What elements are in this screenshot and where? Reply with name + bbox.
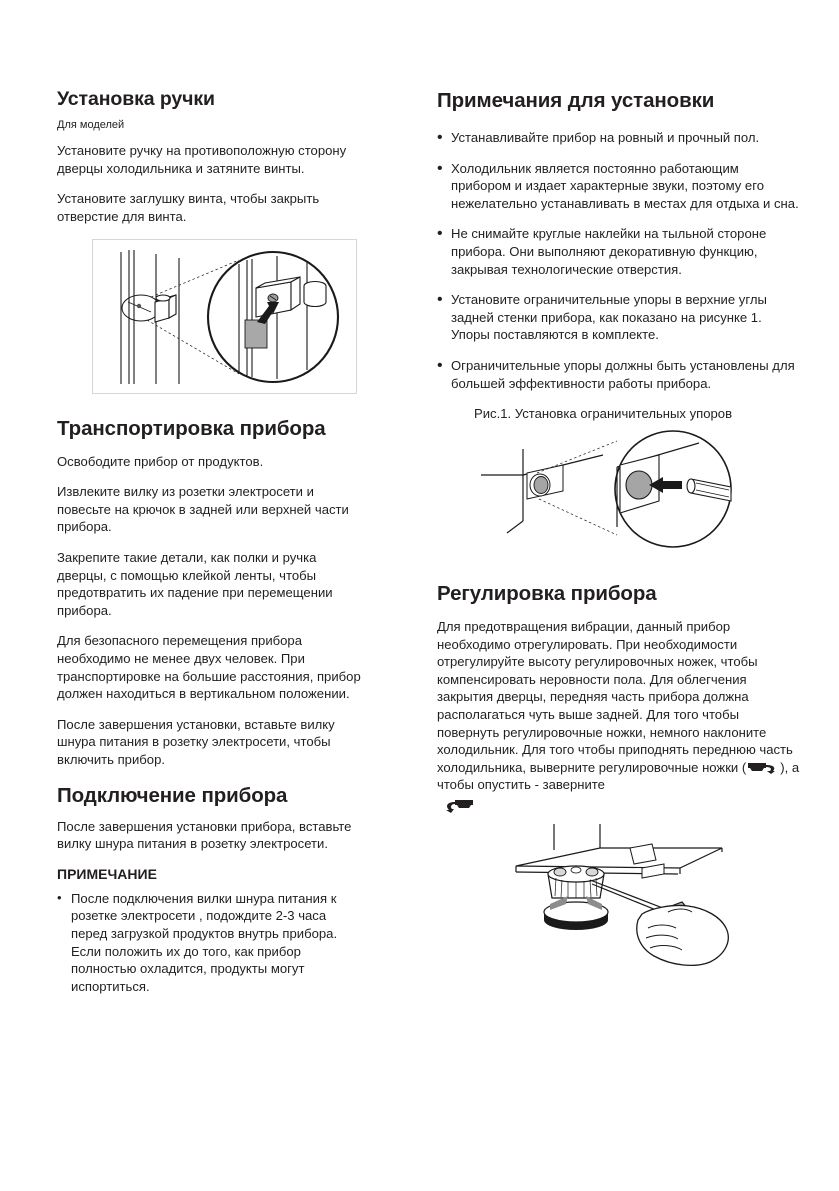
handle-paragraph-1: Установите ручку на противоположную сторону дверцы холодильника и затяните винты. <box>57 143 347 176</box>
handle-installation-figure <box>92 239 357 394</box>
list-item: • Не снимайте круглые наклейки на тыльной стороне прибора. Они выполняют декоративную функцию, закрывая технологические отверстия. <box>437 225 800 278</box>
transport-paragraph-1: Освободите прибор от продуктов. <box>57 453 264 469</box>
connection-section <box>57 783 362 996</box>
connection-note-list <box>57 890 362 996</box>
handle-section-heading: Установка ручки <box>57 88 215 110</box>
list-item: • Устанавливайте прибор на ровный и прочный пол. <box>437 129 800 147</box>
transport-section-heading: Транспортировка прибора <box>57 416 326 440</box>
installation-notes-list <box>437 129 800 392</box>
list-item: • После подключения вилки шнура питания к розетке электросети , подождите 2-3 часа перед загрузкой продуктов внутрь прибора. Если положить их до того, как прибор полностью охладится, продукты могут испортиться. <box>57 890 362 996</box>
spacer-installation-figure <box>477 429 777 557</box>
adjustment-paragraph-text-1: Для предотвращения вибрации, данный прибор необходимо отрегулировать. При необходимости отрегулируйте высоту регулировочных ножек, чтобы компенсировать неровности пола. Для облегчения закрытия дверцы, передняя часть прибора должна располагаться чуть выше задней. Для того чтобы повернуть регулировочные ножки, немного наклоните холодильник. Для того чтобы приподнять переднюю часть холодильника, выверните регулировочные ножки ( <box>437 618 793 775</box>
leveling-foot-adjustment-figure <box>482 824 772 974</box>
handle-section-subheading: Для моделей <box>57 118 125 131</box>
notes-section-heading: Примечания для установки <box>437 89 715 112</box>
adjustment-section <box>437 581 800 974</box>
right-column <box>437 88 800 974</box>
handle-installation-section <box>57 88 362 394</box>
leveling-figure-drawing <box>482 824 764 974</box>
connection-paragraph: После завершения установки прибора, вставьте вилку шнура питания в розетку электросети. <box>57 818 352 852</box>
adjustment-paragraph-text-2: ), а чтобы опустить - заверните <box>437 759 800 793</box>
transport-paragraph-4: Для безопасного перемещения прибора необходимо не менее двух человек. При транспортировке на большие расстояния, прибор должен находиться в вертикальном положении. <box>57 633 361 702</box>
transport-paragraph-5: После завершения установки, вставьте вилку шнура питания в розетку электросети, чтобы включить прибор. <box>57 716 335 768</box>
spacer-figure-drawing <box>477 429 767 557</box>
transport-paragraph-3: Закрепите такие детали, как полки и ручка дверцы, с помощью клейкой ленты, чтобы предотвратить их падение при перемещении прибора. <box>57 549 333 618</box>
foot-turn-left-icon <box>443 798 481 816</box>
list-item: • Холодильник является постоянно работающим прибором и издает характерные звуки, поэтому его нежелательно устанавливать в местах для отдыха и сна. <box>437 160 800 213</box>
foot-turn-right-icon <box>746 760 780 775</box>
transport-section <box>57 416 362 769</box>
list-item: • Установите ограничительные упоры в верхние углы задней стенки прибора, как показано на рисунке 1. Упоры поставляются в комплекте. <box>437 291 800 344</box>
handle-figure-drawing <box>93 240 356 393</box>
figure-1-caption: Рис.1. Установка ограничительных упоров <box>474 406 733 422</box>
left-column <box>57 88 362 1009</box>
connection-section-heading: Подключение прибора <box>57 783 288 807</box>
installation-notes-section <box>437 88 800 557</box>
adjustment-section-heading: Регулировка прибора <box>437 581 657 605</box>
adjustment-paragraph <box>437 618 800 794</box>
list-item: • Ограничительные упоры должны быть установлены для большей эффективности работы прибора. <box>437 357 800 392</box>
transport-paragraph-2: Извлеките вилку из розетки электросети и повесьте на крючок в задней или верхней части прибора. <box>57 484 349 535</box>
connection-note-heading: ПРИМЕЧАНИЕ <box>57 865 157 882</box>
handle-paragraph-2: Установите заглушку винта, чтобы закрыть отверстие для винта. <box>57 191 320 224</box>
